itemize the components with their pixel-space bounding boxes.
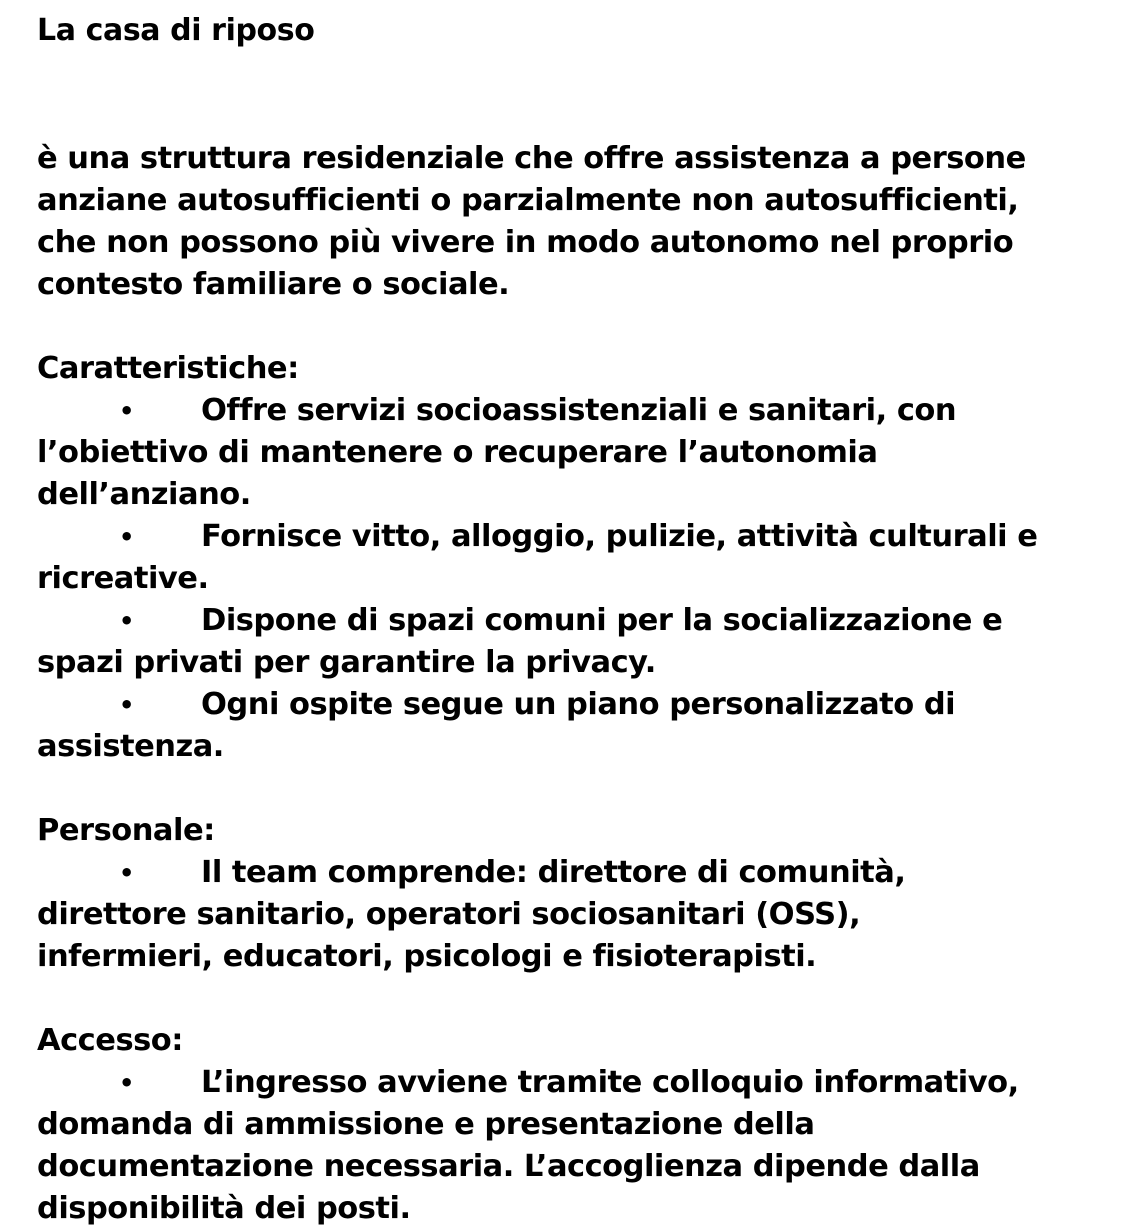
intro-line: contesto familiare o sociale. (37, 267, 510, 302)
section-heading: Caratteristiche: (37, 351, 299, 386)
bullet-icon: • (119, 1069, 134, 1097)
intro-line: è una struttura residenziale che offre assistenza a persone (37, 141, 1026, 176)
list-item-text: Offre servizi socioassistenziali e sanitari, con (201, 393, 957, 428)
bullet-icon: • (119, 607, 134, 635)
list-item-continuation: documentazione necessaria. L’accoglienza dipende dalla (37, 1149, 980, 1184)
list-item-text: Dispone di spazi comuni per la socializzazione e (201, 603, 1003, 638)
list-item-continuation: direttore sanitario, operatori sociosanitari (OSS), (37, 897, 861, 932)
list-item-continuation: assistenza. (37, 729, 224, 764)
list-item (37, 516, 1097, 600)
intro-line: che non possono più vivere in modo autonomo nel proprio (37, 225, 1014, 260)
bullet-icon: • (119, 523, 134, 551)
section-accesso (37, 1020, 1097, 1230)
list-item-continuation: disponibilità dei posti. (37, 1191, 411, 1226)
list-item-text: Ogni ospite segue un piano personalizzato di (201, 687, 956, 722)
list-item-text: Fornisce vitto, alloggio, pulizie, attività culturali e (201, 519, 1038, 554)
section-heading: Personale: (37, 813, 215, 848)
list-item (37, 390, 1097, 516)
document-title: La casa di riposo (37, 13, 315, 48)
list-item (37, 1062, 1097, 1230)
list-item-continuation: domanda di ammissione e presentazione della (37, 1107, 815, 1142)
list-item-continuation: spazi privati per garantire la privacy. (37, 645, 656, 680)
intro-paragraph (37, 138, 1097, 306)
bullet-icon: • (119, 859, 134, 887)
bullet-icon: • (119, 397, 134, 425)
list-item-continuation: dell’anziano. (37, 477, 251, 512)
bullet-icon: • (119, 691, 134, 719)
section-personale (37, 810, 1097, 978)
intro-line: anziane autosufficienti o parzialmente non autosufficienti, (37, 183, 1019, 218)
list-item-continuation: ricreative. (37, 561, 209, 596)
list-item (37, 852, 1097, 978)
list-item-text: Il team comprende: direttore di comunità, (201, 855, 906, 890)
list-item-continuation: infermieri, educatori, psicologi e fisioterapisti. (37, 939, 817, 974)
list-item-continuation: l’obiettivo di mantenere o recuperare l’autonomia (37, 435, 878, 470)
section-caratteristiche (37, 348, 1097, 768)
section-heading: Accesso: (37, 1023, 183, 1058)
list-item-text: L’ingresso avviene tramite colloquio informativo, (201, 1065, 1019, 1100)
list-item (37, 600, 1097, 684)
list-item (37, 684, 1097, 768)
